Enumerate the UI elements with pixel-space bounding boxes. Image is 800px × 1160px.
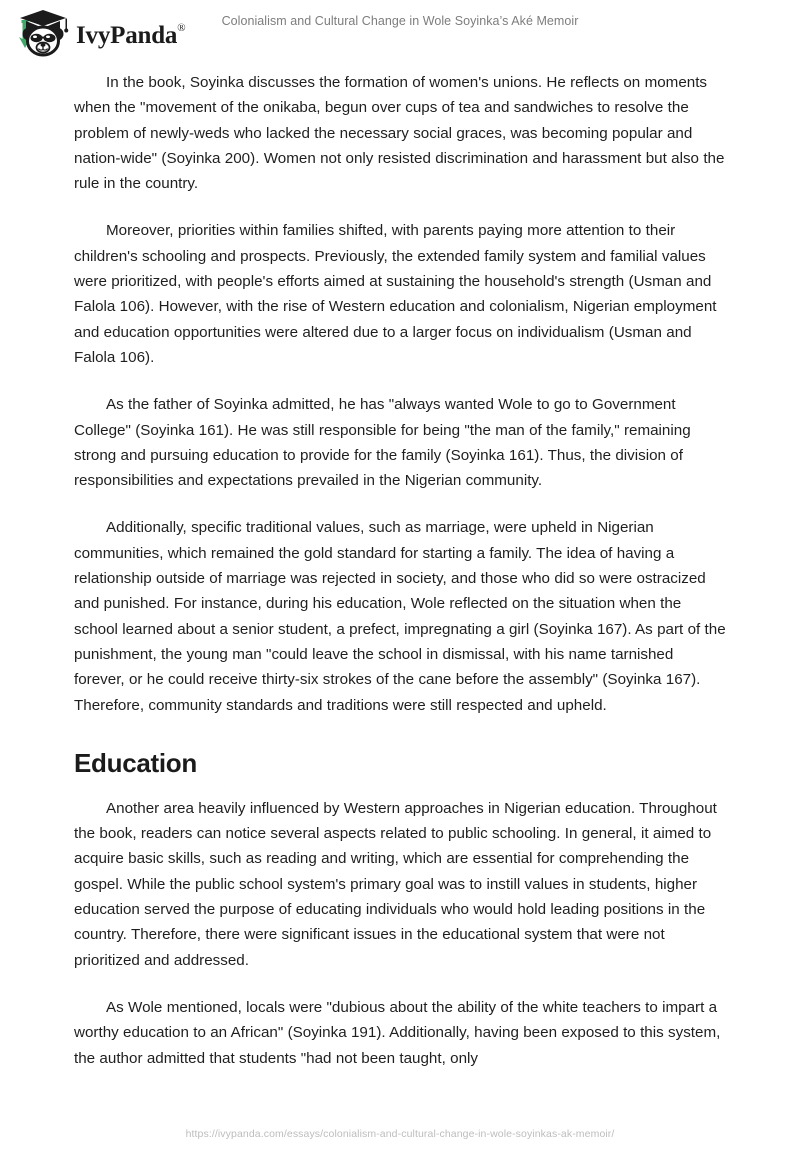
page-footer [0, 1124, 800, 1142]
body-paragraph: Moreover, priorities within families shifted, with parents paying more attention to their children's schooling and prospects. Previously, the extended family system and familial values were prioritized, with people's efforts aimed at sustaining the household's strength (Usman and Falola 106). However, with the rise of Western education and colonialism, Nigerian employment and education opportunities were altered due to a larger focus on individualism (Usman and Falola 106). [74, 222, 717, 366]
document-title: Colonialism and Cultural Change in Wole Soyinka’s Aké Memoir [221, 14, 579, 28]
trademark-symbol: ® [177, 22, 186, 35]
body-paragraph: Another area heavily influenced by Western approaches in Nigerian education. Throughout the book, readers can notice several aspects related to public schooling. In general, it aimed to acquire basic skills, such as reading and writing, which are essential for comprehending the gospel. While the public school system's primary goal was to instill values in students, higher education served the purpose of educating individuals who would hold leading positions in the country. Therefore, there were significant issues in the educational system that were not prioritized and addressed. [74, 799, 717, 969]
page-header [0, 0, 800, 64]
document-body [74, 70, 726, 1093]
brand-name-text: IvyPanda [76, 21, 178, 49]
body-paragraph: As Wole mentioned, locals were "dubious about the ability of the white teachers to impart a worthy education to an African" (Soyinka 191). Additionally, having been exposed to this system, the author admitted that students "had not been taught, only [74, 998, 721, 1067]
source-url-link[interactable]: https://ivypanda.com/essays/colonialism-and-cultural-change-in-wole-soyinkas-ak-memoir/ [185, 1128, 615, 1140]
section-heading-education: Education [74, 747, 197, 778]
body-paragraph: As the father of Soyinka admitted, he has "always wanted Wole to go to Government College" (Soyinka 161). He was still responsible for being "the man of the family," remaining strong and pursuing education to provide for the family (Soyinka 161). Thus, the division of responsibilities and expectations prevailed in the Nigerian community. [74, 396, 691, 490]
body-paragraph: Additionally, specific traditional values, such as marriage, were upheld in Nigerian communities, which remained the gold standard for starting a family. The idea of having a relationship outside of marriage was rejected in society, and those who did so were ostracized and punished. For instance, during his education, Wole reflected on the situation when the school learned about a senior student, a prefect, impregnating a girl (Soyinka 167). As part of the punishment, the young man "could leave the school in dismissal, with his name tarnished forever, or he could receive thirty-six strokes of the cane before the assembly" (Soyinka 167). Therefore, community standards and traditions were still respected and upheld. [74, 519, 726, 714]
body-paragraph: In the book, Soyinka discusses the formation of women's unions. He reflects on moments when the "movement of the onikaba, begun over cups of tea and sandwiches to resolve the problem of newly-weds who lacked the necessary social graces, was becoming popular and nation-wide" (Soyinka 200). Women not only resisted discrimination and harassment but also the rule in the country. [74, 74, 725, 193]
